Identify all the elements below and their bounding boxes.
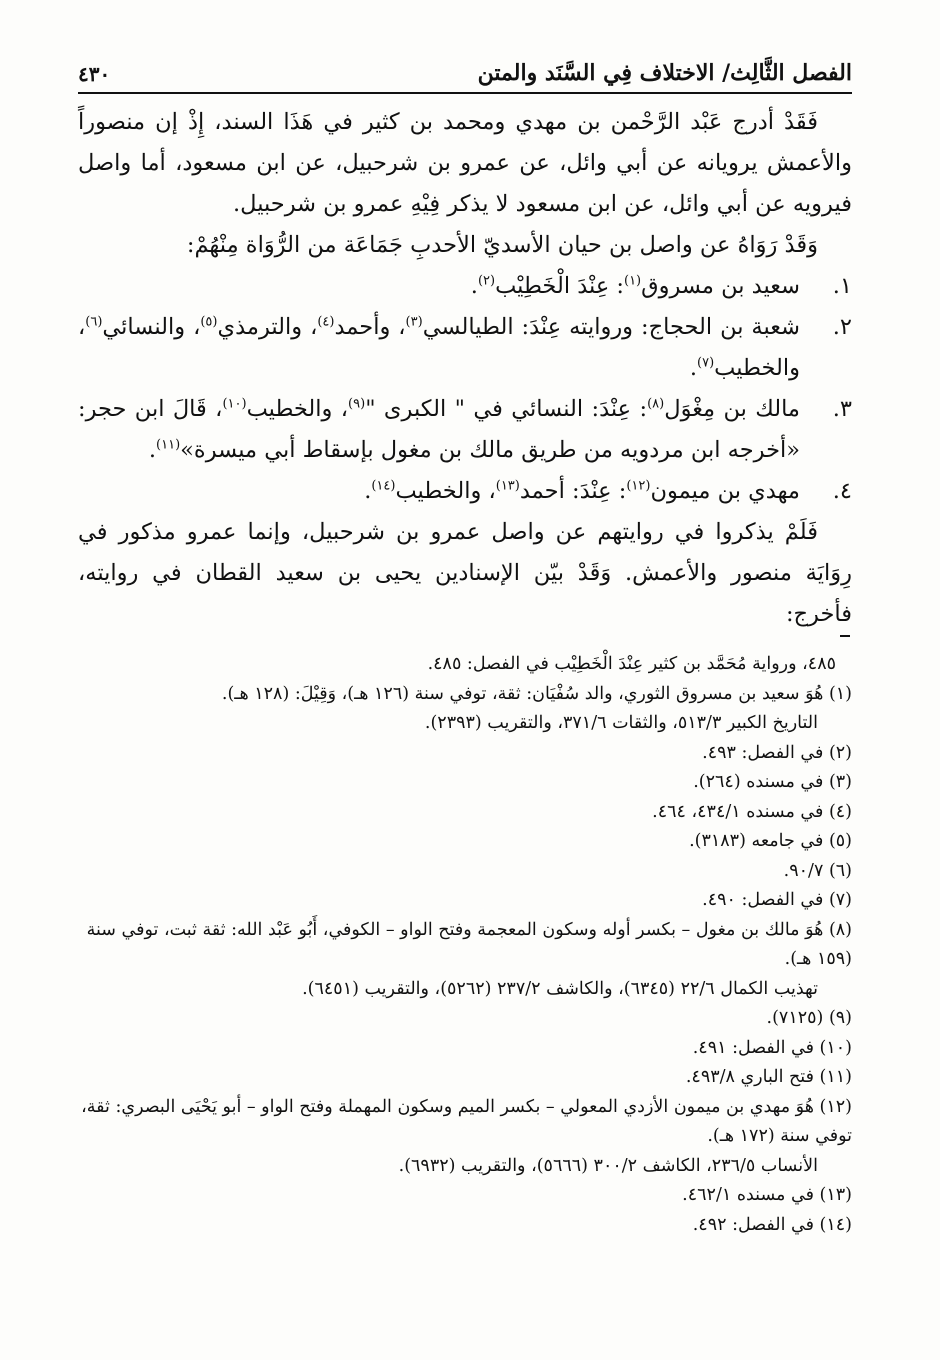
paragraph-3: فَلَمْ يذكروا في روايتهم عن واصل عمرو بن شرحبيل، وإنما عمرو مذكور في رِوَايَة منصور والأعمش. وَقَدْ بيّن الإسنادين يحيى بن سعيد القطان في روايته، فأخرج: <box>78 519 852 627</box>
footnote-text: في مسنده ٤٦٢/١. <box>682 1185 814 1205</box>
footnote-number: (١٤) <box>819 1214 852 1235</box>
footnote-ref[interactable]: (١١) <box>156 437 181 453</box>
footnote-text: في جامعه (٣١٨٣). <box>689 831 824 851</box>
footnote-ref[interactable]: (١٠) <box>222 396 247 412</box>
list-item-number: ١. <box>832 273 852 299</box>
footnote-ref[interactable]: (١٤) <box>371 478 396 494</box>
footnote-text: هُوَ مهدي بن ميمون الأزدي المعولي – بكسر الميم وسكون المهملة وفتح الواو – أبو يَحْيَى البصري: ثقة، توفي سنة (١٧٢ هـ). <box>81 1096 852 1146</box>
paragraph-2: وَقَدْ رَوَاهُ عن واصل بن حيان الأسديّ الأحدبِ جَمَاعَة من الرُّوَاة مِنْهُمْ: <box>186 232 818 258</box>
footnote <box>78 798 852 828</box>
list-item-number: ٤. <box>832 478 852 504</box>
footnote-text: في مسنده (٢٦٤). <box>693 772 824 792</box>
footnote <box>78 827 852 857</box>
footnote <box>78 1181 852 1211</box>
footnote-number: (١) <box>828 683 852 704</box>
footnote <box>78 739 852 769</box>
footnote-ref[interactable]: (١٢) <box>626 478 651 494</box>
footnote-ref[interactable]: (٣) <box>405 314 423 330</box>
footnote <box>78 768 852 798</box>
footnote-number: (١٠) <box>819 1037 852 1058</box>
running-header <box>78 52 852 94</box>
footnote-text: في مسنده ٤٣٤/١، ٤٦٤. <box>652 801 824 822</box>
footnote <box>78 1004 852 1034</box>
footnote-sources: الأنساب ٢٣٦/٥، الكاشف ٣٠٠/٢ (٥٦٦٦)، والتقريب (٦٩٣٢). <box>398 1155 818 1176</box>
footnote <box>78 1093 852 1182</box>
footnote-sources: التاريخ الكبير ٥١٣/٣، والثقات ٣٧١/٦، والتقريب (٢٣٩٣). <box>424 713 818 733</box>
footnote-text: ٩٠/٧. <box>783 860 824 881</box>
footnote-number: (٤) <box>828 801 852 822</box>
footnote <box>78 886 852 916</box>
footnote-ref[interactable]: (٩) <box>348 396 366 412</box>
list-item: ٢. شعبة بن الحجاج: وروايته عِنْدَ: الطيالسي$^{(٣)}$، وأحمد$^{(٤)}$، والترمذي$^{(٥)}$، والنسائي$^{(٦)}$، والخطيب$^{(٧)}$. <box>78 307 852 389</box>
footnote-text: في الفصل: ٤٩٢. <box>692 1214 814 1235</box>
footnotes <box>78 650 852 1240</box>
paragraph-1: فَقَدْ أدرج عَبْد الرَّحْمن بن مهدي ومحمد بن كثير في هَذَا السند، إِذْ إن منصوراً والأعمش يرويانه عن أبي وائل، عن عمرو بن شرحبيل، عن ابن مسعود، أما واصل فيرويه عن أبي وائل، عن ابن مسعود لا يذكر فِيْهِ عمرو بن شرحبيل. <box>78 109 852 217</box>
footnote-text: فتح الباري ٤٩٣/٨. <box>685 1067 814 1087</box>
footnote-ref[interactable]: (١) <box>623 273 642 289</box>
footnote-number: (٦) <box>828 860 852 881</box>
footnote-number: (٨) <box>828 919 852 940</box>
footnote-number: (٣) <box>828 772 852 792</box>
footnote-ref[interactable]: (٨) <box>647 396 665 412</box>
footnote-number: (٧) <box>828 890 852 910</box>
footnote-text: في الفصل: ٤٩٠. <box>702 890 824 910</box>
narrators-list <box>78 266 852 512</box>
footnote <box>78 680 852 739</box>
footnote-ref[interactable]: (٦) <box>85 314 103 330</box>
footnote-ref[interactable]: (٤) <box>317 314 335 330</box>
footnote-ref[interactable]: (١٣) <box>495 478 520 494</box>
footnote-ref[interactable]: (٥) <box>200 314 218 330</box>
footnote <box>78 1211 852 1241</box>
footnote <box>78 1063 852 1093</box>
footnote-sources: تهذيب الكمال ٢٢/٦ (٦٣٤٥)، والكاشف ٢٣٧/٢ (٥٢٦٢)، والتقريب (٦٤٥١). <box>302 978 818 999</box>
list-item-number: ٣. <box>832 396 852 422</box>
footnote <box>78 857 852 887</box>
list-item: ٣. مالك بن مِغْوَل$^{(٨)}$: عِنْدَ: النسائي في " الكبرى "$^{(٩)}$، والخطيب$^{(١٠)}$، قَالَ ابن حجر: «أخرجه ابن مردويه من طريق مالك بن مغول بإسقاط أبي ميسرة»$^{(١١)}$. <box>78 389 852 471</box>
footnote-number: (١٢) <box>819 1096 852 1117</box>
footnote-text: (٧١٢٥). <box>766 1008 824 1028</box>
page-number: ٤٣٠ <box>78 62 111 86</box>
main-text <box>78 102 852 635</box>
footnote-text: في الفصل: ٤٩٣. <box>702 742 824 763</box>
footnote-number: (٥) <box>828 831 852 851</box>
list-item: ١. سعيد بن مسروق$^{(١)}$: عِنْدَ الْخَطِيْب$^{(٢)}$. <box>78 266 852 307</box>
list-item-number: ٢. <box>832 314 852 340</box>
footnote-continuation: ٤٨٥، ورواية مُحَمَّد بن كثير عِنْدَ الْخَطِيْب في الفصل: ٤٨٥. <box>427 654 836 674</box>
footnote <box>78 1034 852 1064</box>
footnote-ref[interactable]: (٢) <box>477 273 496 289</box>
footnote-number: (٢) <box>828 742 852 763</box>
footnote-text: هُوَ مالك بن مغول – بكسر أوله وسكون المعجمة وفتح الواو – الكوفي، أَبُو عَبْد الله: ثقة ثبت، توفي سنة (١٥٩ هـ). <box>86 919 852 969</box>
footnote-text: في الفصل: ٤٩١. <box>692 1037 814 1058</box>
footnote-number: (١١) <box>819 1067 852 1087</box>
list-item: ٤. مهدي بن ميمون$^{(١٢)}$: عِنْدَ: أحمد$^{(١٣)}$، والخطيب$^{(١٤)}$. <box>78 471 852 512</box>
chapter-title: الفصل الثَّالِث/ الاختلاف فِي السَّنَد والمتن <box>477 60 852 86</box>
footnote-divider <box>840 635 850 637</box>
footnote <box>78 916 852 1005</box>
footnote-ref[interactable]: (٧) <box>697 355 715 371</box>
footnote-number: (١٣) <box>819 1185 852 1205</box>
footnote-text: هُوَ سعيد بن مسروق الثوري، والد سُفْيَان: ثقة، توفي سنة (١٢٦ هـ)، وَقِيْلَ: (١٢٨ هـ). <box>221 683 824 704</box>
footnote-number: (٩) <box>828 1008 852 1028</box>
